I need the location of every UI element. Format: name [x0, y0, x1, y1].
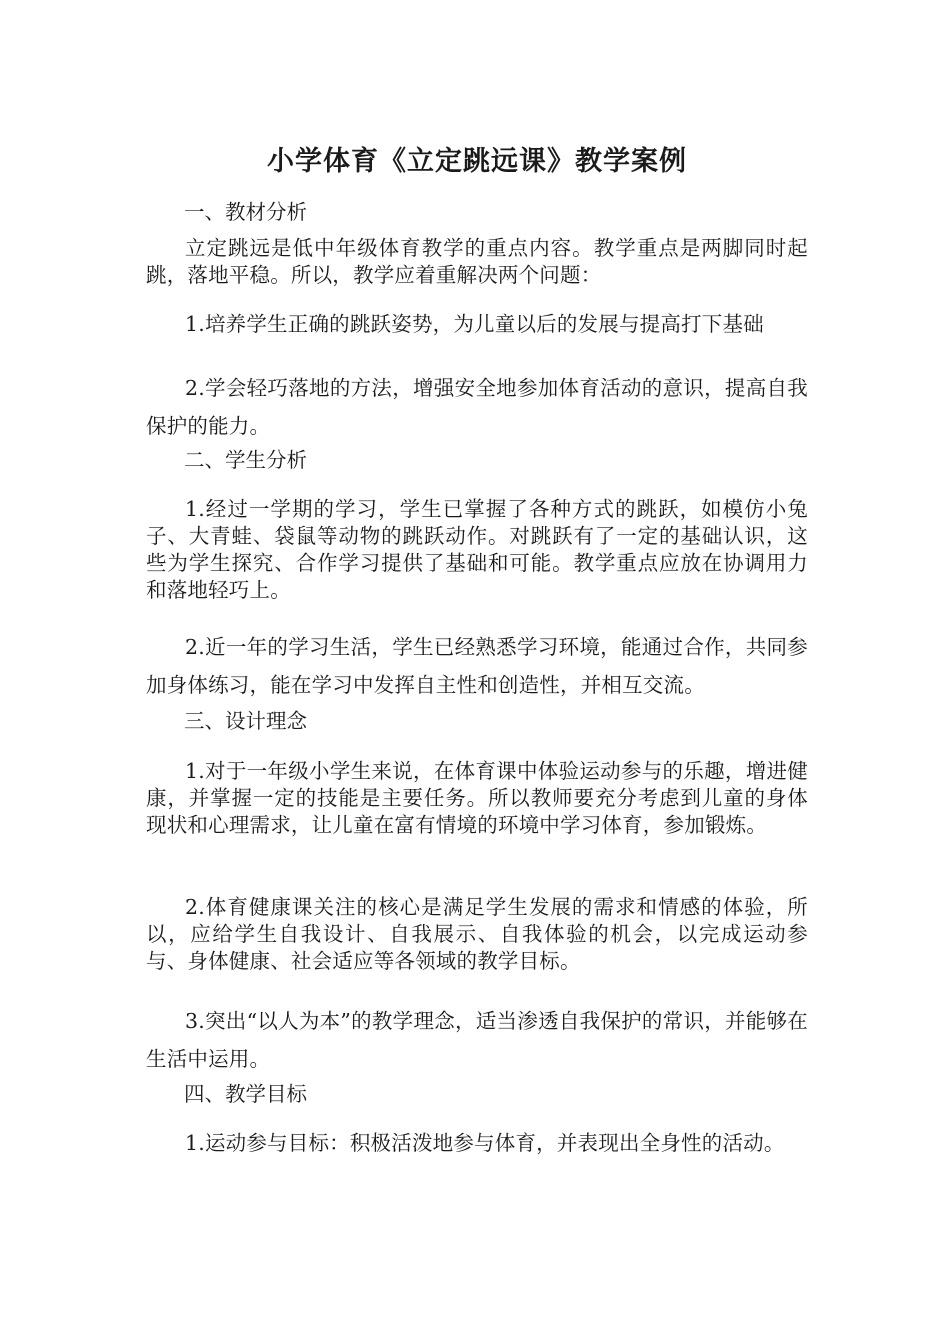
- paragraph-design-point-1: 1.对于一年级小学生来说，在体育课中体验运动参与的乐趣，增进健康，并掌握一定的技能是主要任务。所以教师要充分考虑到儿童的身体现状和心理需求，让儿童在富有情境的环境中学习体育，参加锻炼。: [146, 759, 808, 837]
- paragraph-objectives-point-1: 1.运动参与目标：积极活泼地参与体育，并表现出全身性的活动。: [185, 1131, 785, 1155]
- paragraph-design-point-2: 2.体育健康课关注的核心是满足学生发展的需求和情感的体验，所以，应给学生自我设计、自我展示、自我体验的机会，以完成运动参与、身体健康、社会适应等各领域的教学目标。: [146, 895, 808, 973]
- paragraph-materials-point-1: 1.培养学生正确的跳跃姿势，为儿童以后的发展与提高打下基础: [185, 312, 764, 336]
- section-heading-materials: 一、教材分析: [184, 200, 307, 224]
- paragraph-students-point-1: 1.经过一学期的学习，学生已掌握了各种方式的跳跃，如模仿小兔子、大青蛙、袋鼠等动物的跳跃动作。对跳跃有了一定的基础认识，这些为学生探究、合作学习提供了基础和可能。教学重点应放在协调用力和落地轻巧上。: [146, 497, 808, 602]
- section-heading-design: 三、设计理念: [184, 709, 307, 733]
- section-heading-objectives: 四、教学目标: [184, 1082, 307, 1106]
- document-title: 小学体育《立定跳远课》教学案例: [267, 146, 687, 177]
- paragraph-students-point-2: 2.近一年的学习生活，学生已经熟悉学习环境，能通过合作，共同参加身体练习，能在学习中发挥自主性和创造性，并相互交流。: [146, 635, 808, 697]
- section-heading-students: 二、学生分析: [184, 448, 307, 472]
- paragraph-materials-point-2: 2.学会轻巧落地的方法，增强安全地参加体育活动的意识，提高自我保护的能力。: [146, 376, 808, 438]
- paragraph-materials-intro: 立定跳远是低中年级体育教学的重点内容。教学重点是两脚同时起跳，落地平稳。所以，教学应着重解决两个问题：: [146, 236, 808, 287]
- paragraph-design-point-3: 3.突出“以人为本”的教学理念，适当渗透自我保护的常识，并能够在生活中运用。: [146, 1009, 808, 1071]
